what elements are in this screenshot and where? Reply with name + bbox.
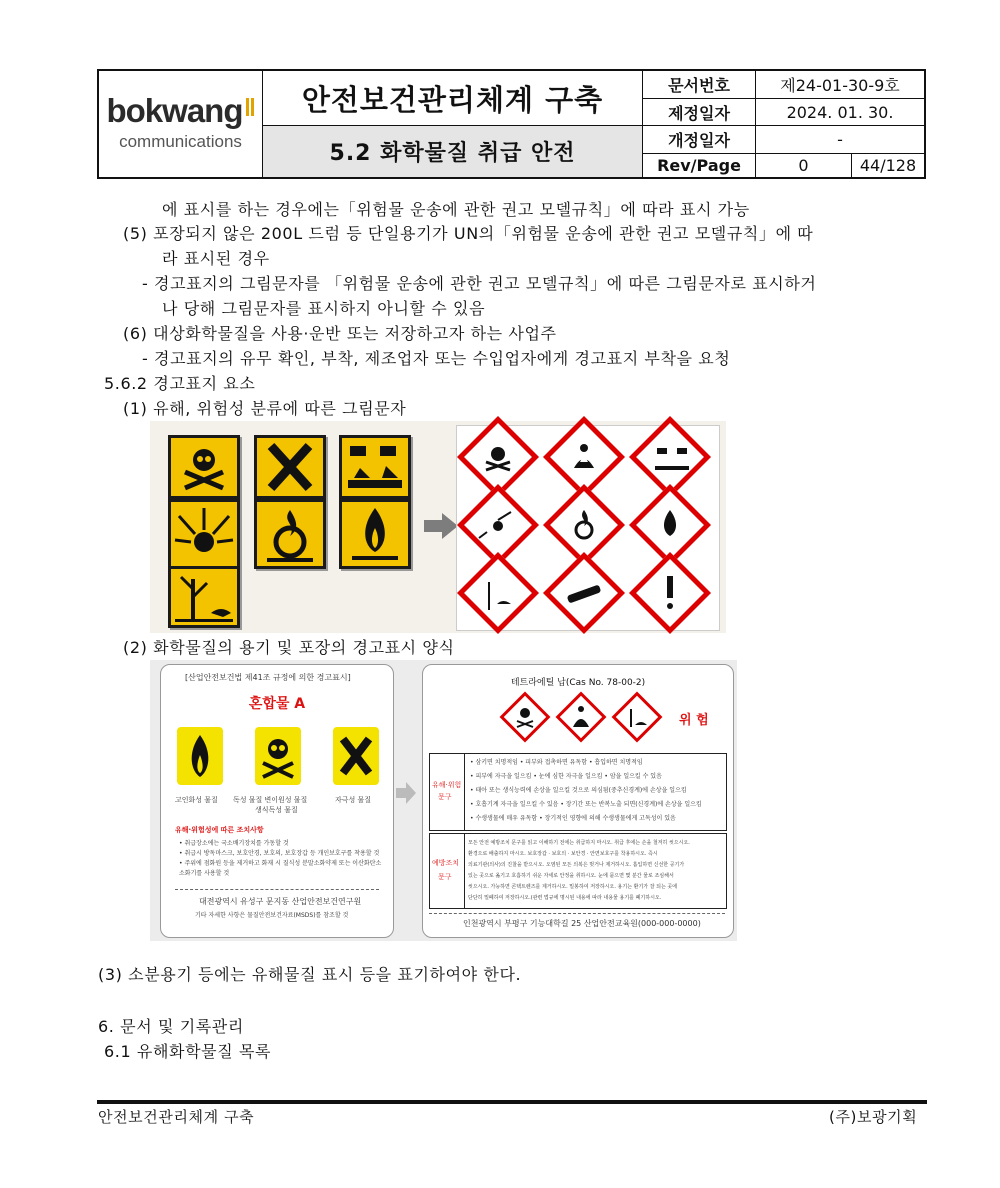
flammable-pictogram bbox=[339, 499, 411, 569]
doc-number-value: 제24-01-30-9호 bbox=[780, 76, 900, 95]
precaution-3: • 주위에 점화원 등을 제거하고 화재 시 질식성 분말소화약제 또는 이산화탄소 bbox=[179, 860, 382, 867]
precaution-title: 유해·위험성에 따른 조치사항 bbox=[175, 826, 264, 834]
explosive-pictogram bbox=[168, 499, 240, 569]
revise-date-value: - bbox=[837, 130, 843, 149]
precaution-label-a: 예방조치 bbox=[432, 859, 460, 867]
revise-date-label: 개정일자 bbox=[668, 131, 730, 150]
arrow-right-icon bbox=[424, 513, 458, 543]
skull-pictogram bbox=[255, 727, 301, 785]
precaution-label-b: 문구 bbox=[438, 873, 452, 881]
toxic-skull-pictogram bbox=[168, 435, 240, 499]
body-line-7: - 경고표지의 유무 확인, 부착, 제조업자 또는 수입업자에게 경고표지 부착을 요청 bbox=[142, 349, 731, 368]
doc-number-label: 문서번호 bbox=[668, 76, 730, 95]
maker-address: 대전광역시 유성구 문지동 산업안전보건연구원 bbox=[199, 897, 362, 906]
caption-toxic: 독성 물질 변이원성 물질 bbox=[233, 796, 308, 804]
section-title: 5.2 화학물질 취급 안전 bbox=[263, 126, 642, 177]
arrow-right-icon bbox=[396, 782, 416, 808]
precaution-r2: 환경으로 배출하지 마시오. 보호장갑 · 보호의 · 보안경 · 안면보호구를 착용하시오. 즉시 bbox=[468, 851, 658, 857]
hazard-statement-block bbox=[429, 753, 727, 831]
label-left bbox=[160, 664, 394, 938]
oxidizing-pictogram bbox=[254, 499, 326, 569]
environment-pictogram bbox=[168, 566, 240, 628]
logo-wordmark: bokwang bbox=[106, 92, 243, 129]
precaution-4: 소화기를 사용할 것 bbox=[179, 870, 230, 877]
supplier-address: 인천광역시 부평구 기능대학길 25 산업안전교육원(000-000-0000) bbox=[463, 919, 701, 928]
caption-reproductive: 생식독성 물질 bbox=[255, 806, 298, 814]
body-line-11: (3) 소분용기 등에는 유해물질 표시 등을 표기하여야 한다. bbox=[98, 965, 522, 984]
enact-date-value: 2024. 01. 30. bbox=[786, 102, 894, 122]
body-line-4: - 경고표지의 그림문자를 「위험물 운송에 관한 권고 모델규칙」에 따른 그림문자로 표시하거 bbox=[142, 274, 817, 293]
precaution-statement-block bbox=[429, 833, 727, 909]
hazard-label-a: 유해·위험 bbox=[432, 781, 462, 789]
hazard-4: • 호흡기계 자극을 일으킬 수 있음 • 장기간 또는 반복노출 되면(신경계)에 손상을 일으킴 bbox=[470, 801, 702, 808]
label-example-figure bbox=[150, 660, 737, 941]
logo-bars-icon bbox=[245, 96, 255, 114]
ghs-pictogram-panel bbox=[456, 425, 720, 631]
precaution-r1: 모든 안전 예방조치 문구를 읽고 이해하기 전에는 취급하지 마시오. 취급 후에는 손을 철저히 씻으시오. bbox=[468, 840, 690, 846]
footer-rule bbox=[97, 1100, 927, 1104]
rev-value: 0 bbox=[798, 156, 809, 175]
x-pictogram bbox=[333, 727, 379, 785]
body-line-3: 라 표시된 경우 bbox=[162, 249, 270, 268]
section-heading-5-6-2: 5.6.2 경고표지 요소 bbox=[104, 374, 256, 393]
divider bbox=[429, 913, 725, 914]
flame-pictogram bbox=[177, 727, 223, 785]
signal-word: 위 험 bbox=[679, 713, 709, 728]
body-line-6: (6) 대상화학물질을 사용·운반 또는 저장하고자 하는 사업주 bbox=[123, 324, 557, 343]
pictogram-figure bbox=[150, 421, 726, 633]
company-logo bbox=[99, 71, 262, 177]
footer-right: (주)보광기획 bbox=[829, 1108, 918, 1126]
body-line-2: (5) 포장되지 않은 200L 드럼 등 단일용기가 UN의「위험물 운송에 관한 권고 모델규칙」에 따 bbox=[123, 224, 814, 243]
hazard-3: • 태아 또는 생식능력에 손상을 일으킬 것으로 의심됨(중추신경계)에 손상을 일으킴 bbox=[470, 787, 687, 794]
msds-note: 기타 자세한 사항은 물질안전보건자료(MSDS)를 참조할 것 bbox=[195, 912, 349, 919]
section-heading-6: 6. 문서 및 기록관리 bbox=[98, 1017, 244, 1036]
footer-left: 안전보건관리체계 구축 bbox=[98, 1108, 255, 1126]
hazard-1: • 삼키면 치명적임 • 피부와 접촉하면 유독함 • 흡입하면 치명적임 bbox=[470, 759, 643, 766]
logo-subtitle: communications bbox=[119, 132, 242, 151]
hazard-2: • 피부에 자극을 일으킴 • 눈에 심한 자극을 일으킴 • 암을 일으킬 수 있음 bbox=[470, 773, 662, 780]
precaution-r5: 씻으시오. 가능하면 콘택트렌즈를 제거하시오. 밀봉하여 저장하시오. 용기는 환기가 잘 되는 곳에 bbox=[468, 884, 678, 890]
enact-date-label: 제정일자 bbox=[668, 103, 730, 123]
body-line-1: 에 표시를 하는 경우에는「위험물 운송에 관한 권고 모델규칙」에 따라 표시 가능 bbox=[162, 200, 750, 219]
hazard-label-b: 문구 bbox=[438, 793, 452, 801]
product-name: 혼합물 A bbox=[248, 696, 306, 712]
precaution-r4: 있는 곳으로 옮기고 호흡하기 쉬운 자세로 안정을 취하시오. 눈에 묻으면 몇 분간 물로 조심해서 bbox=[468, 873, 674, 879]
law-reference: [산업안전보건법 제41조 규정에 의한 경고표시] bbox=[185, 673, 351, 682]
harmful-x-pictogram bbox=[254, 435, 326, 499]
rev-page-label: Rev/Page bbox=[657, 156, 741, 175]
document-header bbox=[97, 69, 926, 179]
body-line-9: (1) 유해, 위험성 분류에 따른 그림문자 bbox=[123, 399, 407, 418]
label-right bbox=[422, 664, 734, 938]
caption-irritant: 자극성 물질 bbox=[335, 796, 372, 804]
divider bbox=[175, 889, 379, 890]
precaution-2: • 취급시 방독마스크, 보호안경, 보호의, 보호장갑 등 개인보호구를 착용할 것 bbox=[179, 850, 380, 857]
page-value: 44/128 bbox=[859, 156, 917, 175]
caption-flammable: 고인화성 물질 bbox=[175, 796, 218, 804]
section-heading-6-1: 6.1 유해화학물질 목록 bbox=[104, 1042, 272, 1061]
body-line-10: (2) 화학물질의 용기 및 포장의 경고표시 양식 bbox=[123, 638, 455, 657]
document-title: 안전보건관리체계 구축 bbox=[301, 82, 604, 117]
chemical-name: 테트라에틸 납(Cas No. 78-00-2) bbox=[510, 678, 646, 688]
precaution-r3: 의료기관(의사)의 진찰을 받으시오. 오염된 모든 의복은 벗거나 제거하시오. 흡입하면 신선한 공기가 bbox=[468, 862, 685, 868]
hazard-5: • 수생생물에 매우 유독함 • 장기적인 영향에 의해 수생생물에게 고독성이 있음 bbox=[470, 815, 676, 822]
body-line-5: 나 당해 그림문자를 표시하지 아니할 수 있음 bbox=[162, 299, 486, 318]
corrosive-pictogram bbox=[339, 435, 411, 499]
precaution-r6: 단단히 밀폐하여 저장하시오.(관련 법규에 명시된 내용에 따라 내용물 용기를 폐기하시오. bbox=[468, 895, 662, 901]
precaution-1: • 취급장소에는 국소배기장치를 가동할 것 bbox=[179, 840, 289, 847]
